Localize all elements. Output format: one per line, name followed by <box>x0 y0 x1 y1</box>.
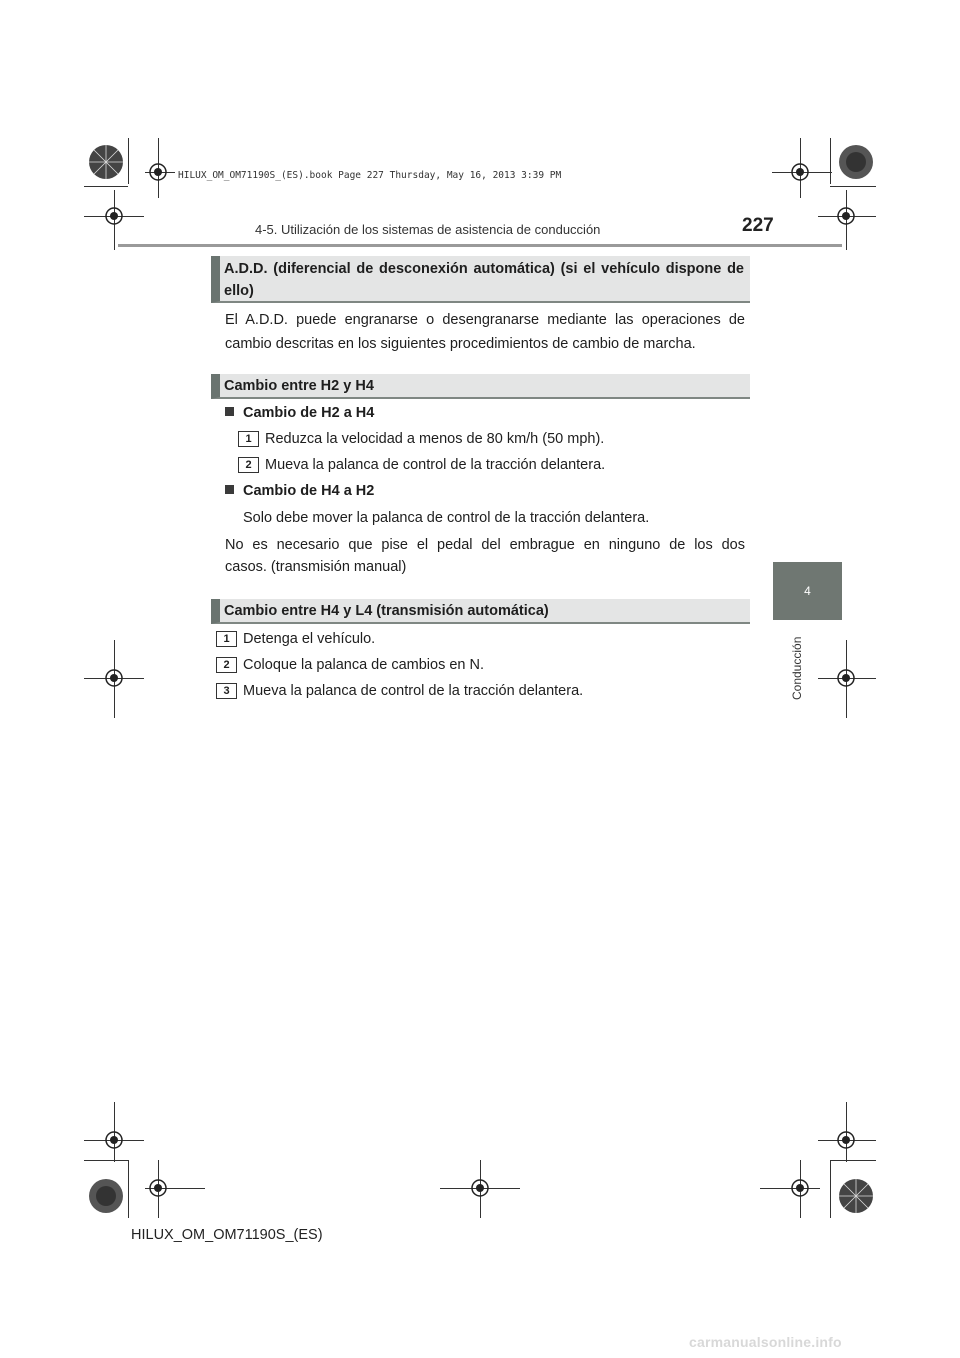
section-heading-h2-h4: Cambio entre H2 y H4 <box>211 374 750 399</box>
registration-target-icon <box>102 666 126 690</box>
step-number: 1 <box>216 631 237 647</box>
square-bullet-icon <box>225 485 234 494</box>
color-rosette-icon <box>88 1178 124 1214</box>
book-stamp: HILUX_OM_OM71190S_(ES).book Page 227 Thursday, May 16, 2013 3:39 PM <box>178 170 562 181</box>
registration-target-icon <box>146 160 170 184</box>
step-item <box>238 431 604 447</box>
crop-mark <box>830 1160 831 1218</box>
color-rosette-icon <box>838 144 874 180</box>
header-rule <box>118 244 842 247</box>
section-heading-h4-l4: Cambio entre H4 y L4 (transmisión automática) <box>211 599 750 624</box>
step-text: Reduzca la velocidad a menos de 80 km/h (50 mph). <box>265 431 605 447</box>
step-item <box>216 657 484 673</box>
registration-target-icon <box>102 1128 126 1152</box>
subheading-h2-to-h4 <box>225 405 374 421</box>
page-number: 227 <box>742 215 774 236</box>
crop-mark <box>830 1160 876 1161</box>
crop-mark <box>830 186 876 187</box>
crop-mark <box>84 1160 128 1161</box>
registration-target-icon <box>834 204 858 228</box>
subheading-text: Cambio de H4 a H2 <box>243 483 375 499</box>
document-code: HILUX_OM_OM71190S_(ES) <box>131 1227 323 1243</box>
crop-mark <box>84 186 128 187</box>
step-number: 3 <box>216 683 237 699</box>
running-header: 4-5. Utilización de los sistemas de asistencia de conducción <box>255 222 601 237</box>
registration-target-icon <box>788 1176 812 1200</box>
step-number: 2 <box>216 657 237 673</box>
watermark: carmanualsonline.info <box>689 1334 842 1350</box>
registration-target-icon <box>788 160 812 184</box>
color-rosette-icon <box>838 1178 874 1214</box>
step-text: Mueva la palanca de control de la tracción delantera. <box>265 457 606 473</box>
crop-mark <box>830 138 831 184</box>
registration-target-icon <box>834 1128 858 1152</box>
registration-target-icon <box>102 204 126 228</box>
subheading-h4-to-h2 <box>225 483 374 499</box>
registration-target-icon <box>146 1176 170 1200</box>
chapter-tab <box>773 562 842 620</box>
step-item <box>238 457 605 473</box>
section-paragraph: El A.D.D. puede engranarse o desengranarse mediante las operaciones de cambio descritas en los siguientes procedimientos de cambio de marcha. <box>225 312 745 352</box>
note-line-1: No es necesario que pise el pedal del embrague en ninguno de los dos <box>225 537 745 553</box>
chapter-number: 4 <box>804 584 811 598</box>
section-heading-add: A.D.D. (diferencial de desconexión automática) (si el vehículo dispone de ello) <box>211 256 750 303</box>
registration-target-icon <box>468 1176 492 1200</box>
step-number: 2 <box>238 457 259 473</box>
step-item <box>216 631 375 647</box>
step-text: Mueva la palanca de control de la tracción delantera. <box>243 683 584 699</box>
step-text: Coloque la palanca de cambios en N. <box>243 657 485 673</box>
chapter-label: Conducción <box>790 636 804 700</box>
subsection-text: Solo debe mover la palanca de control de la tracción delantera. <box>243 510 650 526</box>
square-bullet-icon <box>225 407 234 416</box>
step-number: 1 <box>238 431 259 447</box>
step-item <box>216 683 583 699</box>
step-text: Detenga el vehículo. <box>243 631 376 647</box>
registration-target-icon <box>834 666 858 690</box>
crop-mark <box>128 138 129 184</box>
crop-mark <box>128 1160 129 1218</box>
subheading-text: Cambio de H2 a H4 <box>243 405 375 421</box>
note-line-2: casos. (transmisión manual) <box>225 559 407 575</box>
color-rosette-icon <box>88 144 124 180</box>
